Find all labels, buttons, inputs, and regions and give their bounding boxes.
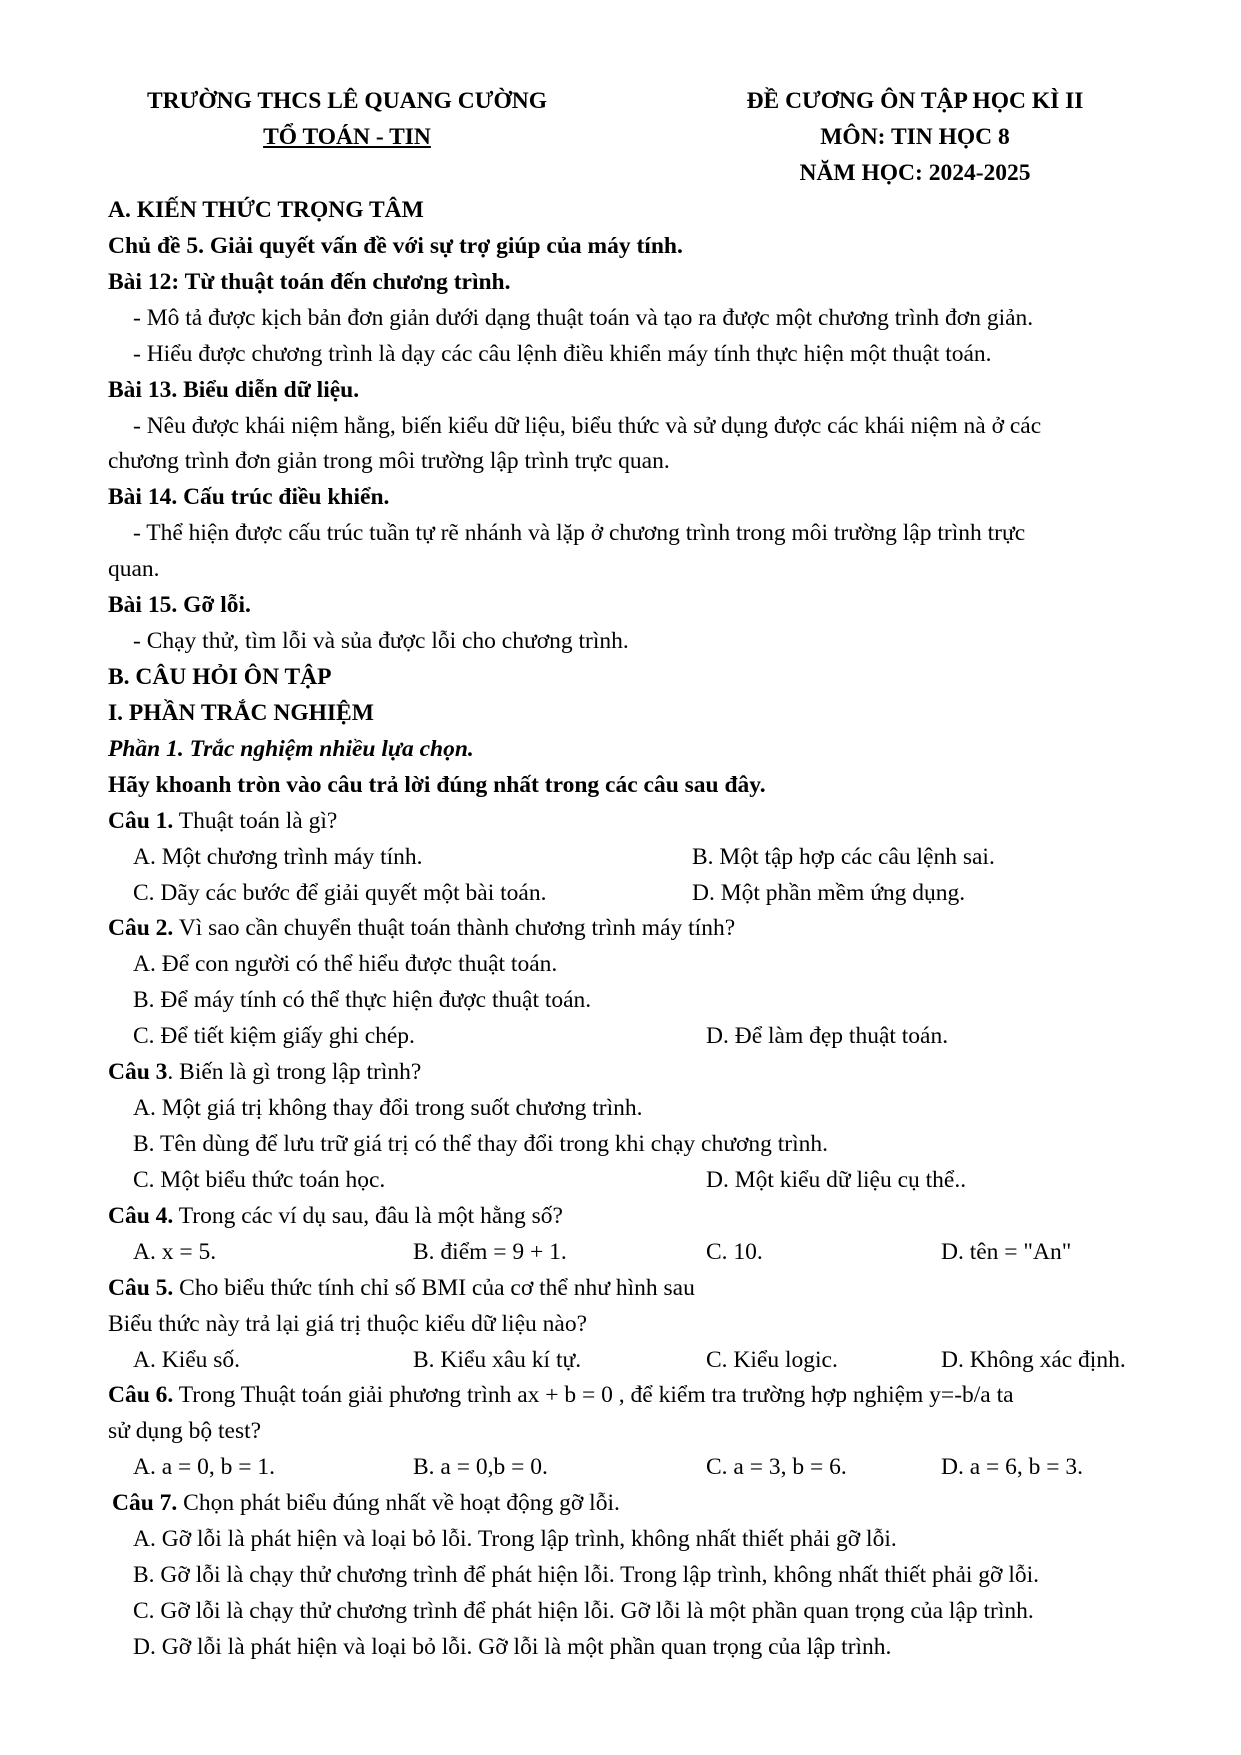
q5-option-b: B. Kiểu xâu kí tự. — [413, 1347, 582, 1373]
subpart-title: Phần 1. Trắc nghiệm nhiều lựa chọn. — [108, 736, 474, 762]
question-3 — [108, 1057, 421, 1087]
q2-option-d: D. Để làm đẹp thuật toán. — [706, 1023, 949, 1049]
question-label: Câu 6. — [108, 1382, 174, 1408]
q5-option-c: C. Kiểu logic. — [706, 1347, 838, 1373]
question-text: Trong Thuật toán giải phương trình ax + b = 0 , để kiểm tra trường hợp nghiệm y=-b/a ta — [173, 1382, 1014, 1408]
lesson-15-title: Bài 15. Gỡ lỗi. — [108, 592, 251, 618]
q2-option-a: A. Để con người có thể hiểu được thuật toán. — [133, 951, 558, 977]
lesson-15-line-1: - Chạy thử, tìm lỗi và sủa được lỗi cho chương trình. — [133, 628, 629, 654]
lesson-12-line-2: - Hiểu được chương trình là dạy các câu lệnh điều khiển máy tính thực hiện một thuật toán. — [133, 341, 992, 367]
question-label: Câu 5. — [108, 1275, 174, 1301]
part-title: I. PHẦN TRẮC NGHIỆM — [108, 700, 374, 726]
question-text: . Biến là gì trong lập trình? — [167, 1059, 422, 1085]
question-6 — [108, 1380, 1014, 1410]
q5-option-a: A. Kiểu số. — [133, 1347, 241, 1373]
q7-option-a: A. Gỡ lỗi là phát hiện và loại bỏ lỗi. Trong lập trình, không nhất thiết phải gỡ lỗi. — [133, 1526, 897, 1552]
instruction: Hãy khoanh tròn vào câu trả lời đúng nhất trong các câu sau đây. — [108, 772, 766, 798]
q4-option-d: D. tên = "An" — [941, 1239, 1072, 1265]
question-5 — [108, 1273, 695, 1303]
question-text: Thuật toán là gì? — [173, 808, 338, 834]
question-text: Trong các ví dụ sau, đâu là một hằng số? — [173, 1203, 563, 1229]
q6-option-d: D. a = 6, b = 3. — [941, 1454, 1084, 1480]
section-b-title: B. CÂU HỎI ÔN TẬP — [108, 664, 332, 690]
q7-option-c: C. Gỡ lỗi là chạy thử chương trình để phát hiện lỗi. Gỡ lỗi là một phần quan trọng của lập trình. — [133, 1598, 1034, 1624]
topic-title: Chủ đề 5. Giải quyết vấn đề với sự trợ giúp của máy tính. — [108, 233, 683, 259]
lesson-14-title: Bài 14. Cấu trúc điều khiển. — [108, 484, 390, 510]
document-title: ĐỀ CƯƠNG ÔN TẬP HỌC KÌ II — [746, 88, 1084, 114]
q1-option-a: A. Một chương trình máy tính. — [133, 844, 423, 870]
lesson-12-title: Bài 12: Từ thuật toán đến chương trình. — [108, 269, 511, 295]
q2-option-c: C. Để tiết kiệm giấy ghi chép. — [133, 1023, 415, 1049]
question-1 — [108, 806, 337, 836]
department-name: TỔ TOÁN - TIN — [263, 124, 431, 150]
subject-label: MÔN: TIN HỌC 8 — [820, 124, 1010, 150]
q6-option-c: C. a = 3, b = 6. — [706, 1454, 847, 1480]
question-6-line-2: sử dụng bộ test? — [108, 1418, 262, 1444]
q1-option-c: C. Dãy các bước để giải quyết một bài toán. — [133, 880, 547, 906]
question-4 — [108, 1201, 563, 1231]
section-a-title: A. KIẾN THỨC TRỌNG TÂM — [108, 197, 424, 223]
q6-option-b: B. a = 0,b = 0. — [413, 1454, 548, 1480]
question-2 — [108, 913, 735, 943]
q3-option-c: C. Một biểu thức toán học. — [133, 1167, 386, 1193]
q4-option-a: A. x = 5. — [133, 1239, 217, 1265]
lesson-13-line-1: - Nêu được khái niệm hằng, biến kiểu dữ liệu, biểu thức và sử dụng được các khái niệm nà ở các — [133, 413, 1042, 439]
question-label: Câu 7. — [112, 1490, 178, 1516]
question-label: Câu 4. — [108, 1203, 174, 1229]
q1-option-d: D. Một phần mềm ứng dụng. — [692, 880, 966, 906]
q7-option-d: D. Gỡ lỗi là phát hiện và loại bỏ lỗi. Gỡ lỗi là một phần quan trọng của lập trình. — [133, 1634, 892, 1660]
q2-option-b: B. Để máy tính có thể thực hiện được thuật toán. — [133, 987, 592, 1013]
lesson-14-line-1: - Thể hiện được cấu trúc tuần tự rẽ nhánh và lặp ở chương trình trong môi trường lập trình trực — [133, 520, 1026, 546]
q3-option-b: B. Tên dùng để lưu trữ giá trị có thể thay đổi trong khi chạy chương trình. — [133, 1131, 829, 1157]
q3-option-d: D. Một kiểu dữ liệu cụ thể.. — [706, 1167, 967, 1193]
q7-option-b: B. Gỡ lỗi là chạy thử chương trình để phát hiện lỗi. Trong lập trình, không nhất thiết phải gỡ lỗi. — [133, 1562, 1040, 1588]
q4-option-c: C. 10. — [706, 1239, 763, 1265]
q3-option-a: A. Một giá trị không thay đổi trong suốt chương trình. — [133, 1095, 643, 1121]
school-name: TRƯỜNG THCS LÊ QUANG CƯỜNG — [147, 88, 547, 114]
question-label: Câu 3 — [108, 1059, 168, 1085]
question-5-line-2: Biểu thức này trả lại giá trị thuộc kiểu dữ liệu nào? — [108, 1311, 588, 1337]
question-text: Cho biểu thức tính chỉ số BMI của cơ thể như hình sau — [173, 1275, 695, 1301]
question-text: Vì sao cần chuyển thuật toán thành chương trình máy tính? — [173, 915, 736, 941]
lesson-14-line-2: quan. — [108, 556, 160, 582]
lesson-13-title: Bài 13. Biểu diễn dữ liệu. — [108, 377, 360, 403]
question-label: Câu 1. — [108, 808, 174, 834]
q5-option-d: D. Không xác định. — [941, 1347, 1126, 1373]
q1-option-b: B. Một tập hợp các câu lệnh sai. — [692, 844, 995, 870]
question-label: Câu 2. — [108, 915, 174, 941]
q6-option-a: A. a = 0, b = 1. — [133, 1454, 276, 1480]
question-text: Chọn phát biểu đúng nhất về hoạt động gỡ lỗi. — [177, 1490, 620, 1516]
lesson-13-line-2: chương trình đơn giản trong môi trường lập trình trực quan. — [108, 448, 670, 474]
q4-option-b: B. điểm = 9 + 1. — [413, 1239, 567, 1265]
lesson-12-line-1: - Mô tả được kịch bản đơn giản dưới dạng thuật toán và tạo ra được một chương trình đơn giản. — [133, 305, 1034, 331]
school-year: NĂM HỌC: 2024-2025 — [799, 160, 1031, 186]
question-7 — [112, 1488, 620, 1518]
